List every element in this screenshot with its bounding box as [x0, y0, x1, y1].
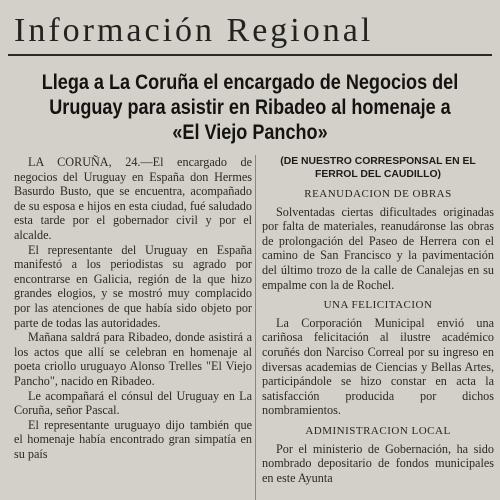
section-text-reanudacion: Solventadas ciertas dificultades originadas por falta de materiales, reanudáronse las obras de prolongación del Paseo de Herrera con el camino de San Francisco y la pavimentación del último trozo de la calle de Canalejas en su empalme con la de Rochel.	[262, 204, 494, 292]
dateline: LA CORUÑA, 24.—	[28, 155, 153, 169]
paragraph-3: Mañana saldrá para Ribadeo, donde asistirá a los actos que allí se celebran en homenaje al poeta criollo uruguayo Alonso Trelles "El Viejo Pancho", nacido en Ribadeo.	[14, 330, 252, 388]
right-column	[262, 155, 494, 485]
paragraph-2: El representante del Uruguay en España manifestó a los periodistas su agrado por encontrarse en Galicia, región de la que hizo grandes elogios, y se mostró muy complacido por las atenciones de que había sido objeto por parte de todas las autoridades.	[14, 242, 252, 330]
subhead-reanudacion: REANUDACION DE OBRAS	[304, 188, 452, 200]
paragraph-1: LA CORUÑA, 24.—El encargado de negocios del Uruguay en España don Hermes Basurdo Busto, que se encuentra, acompañado de su esposa e hijos en esta ciudad, fué saludado esta tarde por el gobernador civil y por el alcalde.	[14, 155, 252, 242]
section-title: Información Regional	[14, 12, 374, 49]
left-column	[14, 155, 252, 461]
subhead-administracion: ADMINISTRACION LOCAL	[305, 424, 451, 437]
paragraph-5: El representante uruguayo dijo también que el homenaje había encontrado gran simpatía en su país	[14, 417, 252, 461]
subhead-felicitacion: UNA FELICITACION	[323, 299, 433, 312]
section-text-felicitacion: La Corporación Municipal envió una cariñosa felicitación al ilustre académico coruñés don Narciso Correal por su ingreso en diversas academias de Ciencias y Bellas Artes, participándole se hizo constar en acta la satisfacción producida por dichos nombramientos.	[262, 315, 494, 418]
column-divider	[255, 155, 256, 500]
paragraph-4: Le acompañará el cónsul del Uruguay en La Coruña, señor Pascal.	[14, 388, 252, 418]
section-text-administracion: Por el ministerio de Gobernación, ha sido nombrado depositario de fondos municipales en este Ayunta	[262, 441, 494, 485]
correspondent-byline: (DE NUESTRO CORRESPONSAL EN EL FERROL DEL CAUDILLO)	[280, 156, 476, 180]
article-headline: Llega a La Coruña el encargado de Negocios del Uruguay para asistir en Ribadeo al homenaje a «El Viejo Pancho»	[41, 71, 459, 144]
title-rule	[8, 54, 492, 56]
